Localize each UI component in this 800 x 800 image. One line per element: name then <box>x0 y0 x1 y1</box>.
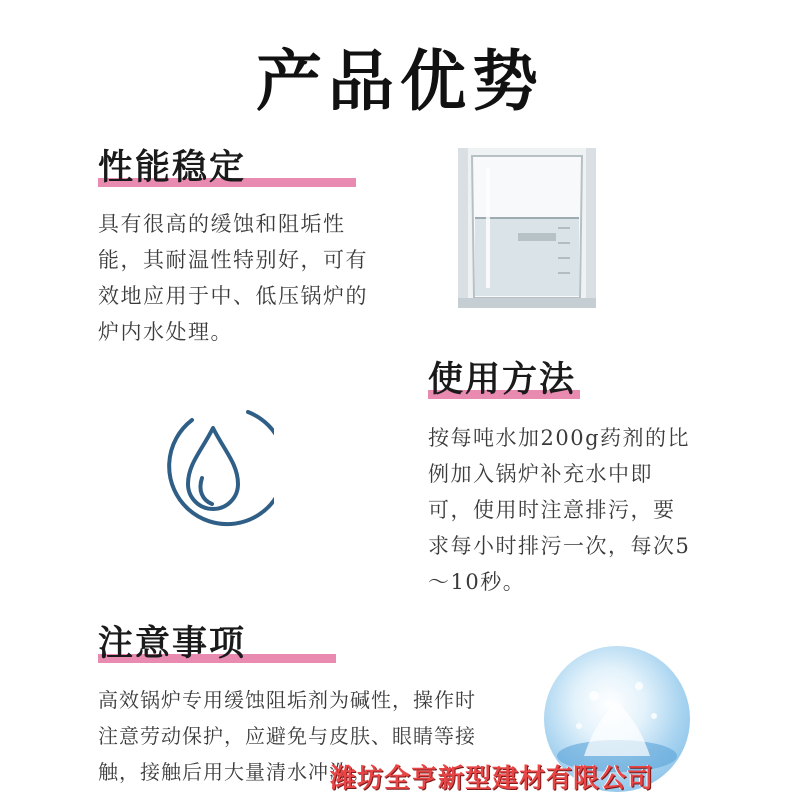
section-heading-stability: 性能稳定 <box>98 147 247 188</box>
page-title: 产品优势 <box>256 42 544 120</box>
beaker-photo <box>458 148 596 308</box>
section-heading-usage: 使用方法 <box>428 359 577 400</box>
section-body-stability: 具有很高的缓蚀和阻垢性 能，其耐温性特别好，可有 效地应用于中、低压锅炉的 炉内水处理。 <box>98 212 368 344</box>
beaker-illustration <box>458 148 596 308</box>
section-body-usage: 按每吨水加200g药剂的比 例加入锅炉补充水中即 可，使用时注意排污，要 求每小时排污一次，每次5 ～10秒。 <box>428 426 691 594</box>
water-drop-icon <box>152 398 274 548</box>
section-heading-precautions: 注意事项 <box>98 623 247 664</box>
company-watermark: 潍坊全亨新型建材有限公司 <box>330 764 655 794</box>
section-body-precautions: 高效锅炉专用缓蚀阻垢剂为碱性，操作时 注意劳动保护，应避免与皮肤、眼睛等接 触，接触后用大量清水冲洗。 <box>98 688 476 784</box>
